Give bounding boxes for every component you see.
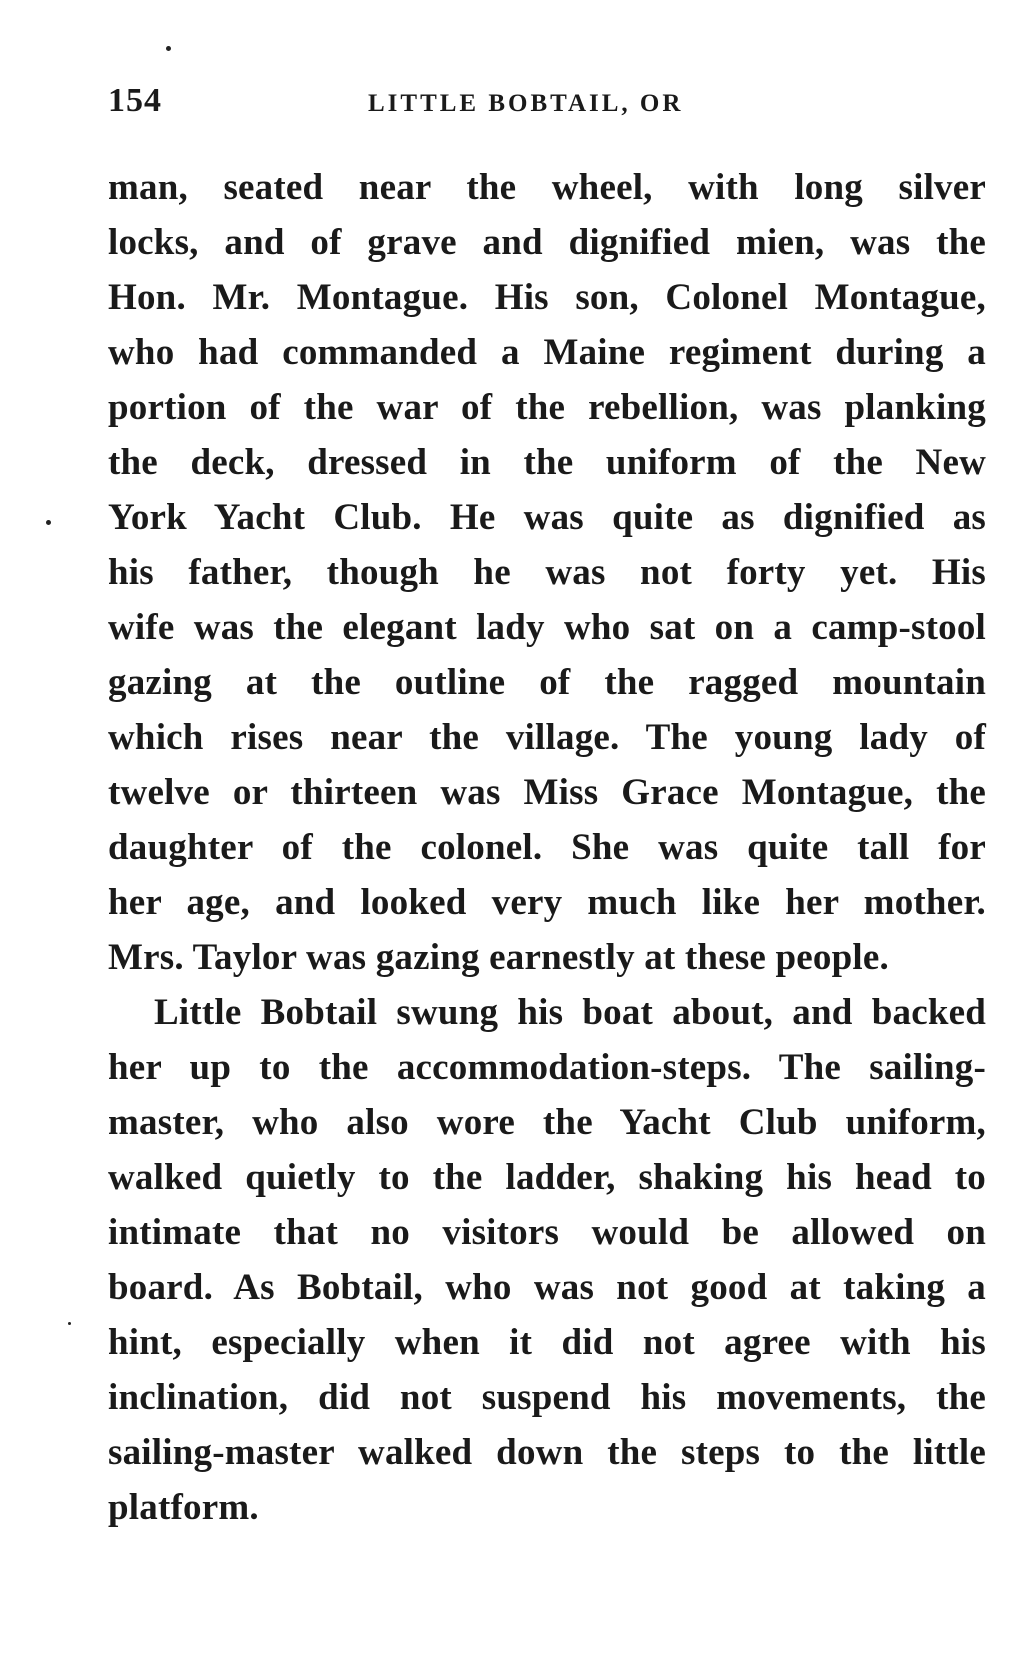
text-line: the deck, dressed in the uniform of the New	[108, 442, 986, 483]
text-line: his father, though he was not forty yet. His	[108, 552, 986, 593]
text-line: which rises near the village. The young lady of	[108, 717, 986, 758]
text-line: Little Bobtail swung his boat about, and backed	[154, 992, 986, 1033]
running-title: LITTLE BOBTAIL, OR	[368, 90, 684, 117]
text-line: Hon. Mr. Montague. His son, Colonel Montague,	[108, 277, 986, 318]
text-line: inclination, did not suspend his movements, the	[108, 1377, 986, 1418]
print-speck	[166, 46, 171, 51]
text-line: twelve or thirteen was Miss Grace Montague, the	[108, 772, 986, 813]
text-line: wife was the elegant lady who sat on a camp-stool	[108, 607, 986, 648]
print-speck	[46, 520, 51, 525]
text-line: sailing-master walked down the steps to the little	[108, 1432, 986, 1473]
text-line: locks, and of grave and dignified mien, was the	[108, 222, 986, 263]
text-line: her up to the accommodation-steps. The sailing-	[108, 1047, 986, 1088]
text-line: board. As Bobtail, who was not good at taking a	[108, 1267, 986, 1308]
page-number: 154	[108, 82, 162, 119]
page-header	[108, 82, 988, 126]
text-line: man, seated near the wheel, with long silver	[108, 167, 986, 208]
text-line: platform.	[108, 1487, 259, 1528]
text-line: gazing at the outline of the ragged mountain	[108, 662, 986, 703]
text-line: who had commanded a Maine regiment during a	[108, 332, 986, 373]
text-line: Mrs. Taylor was gazing earnestly at these people.	[108, 937, 889, 978]
text-line: daughter of the colonel. She was quite tall for	[108, 827, 986, 868]
text-line: intimate that no visitors would be allowed on	[108, 1212, 986, 1253]
text-line: her age, and looked very much like her mother.	[108, 882, 986, 923]
text-line: walked quietly to the ladder, shaking his head to	[108, 1157, 986, 1198]
text-line: portion of the war of the rebellion, was planking	[108, 387, 986, 428]
print-speck	[68, 1322, 71, 1325]
text-line: master, who also wore the Yacht Club uniform,	[108, 1102, 986, 1143]
body-text	[108, 160, 986, 1535]
text-line: York Yacht Club. He was quite as dignified as	[108, 497, 986, 538]
text-line: hint, especially when it did not agree with his	[108, 1322, 986, 1363]
